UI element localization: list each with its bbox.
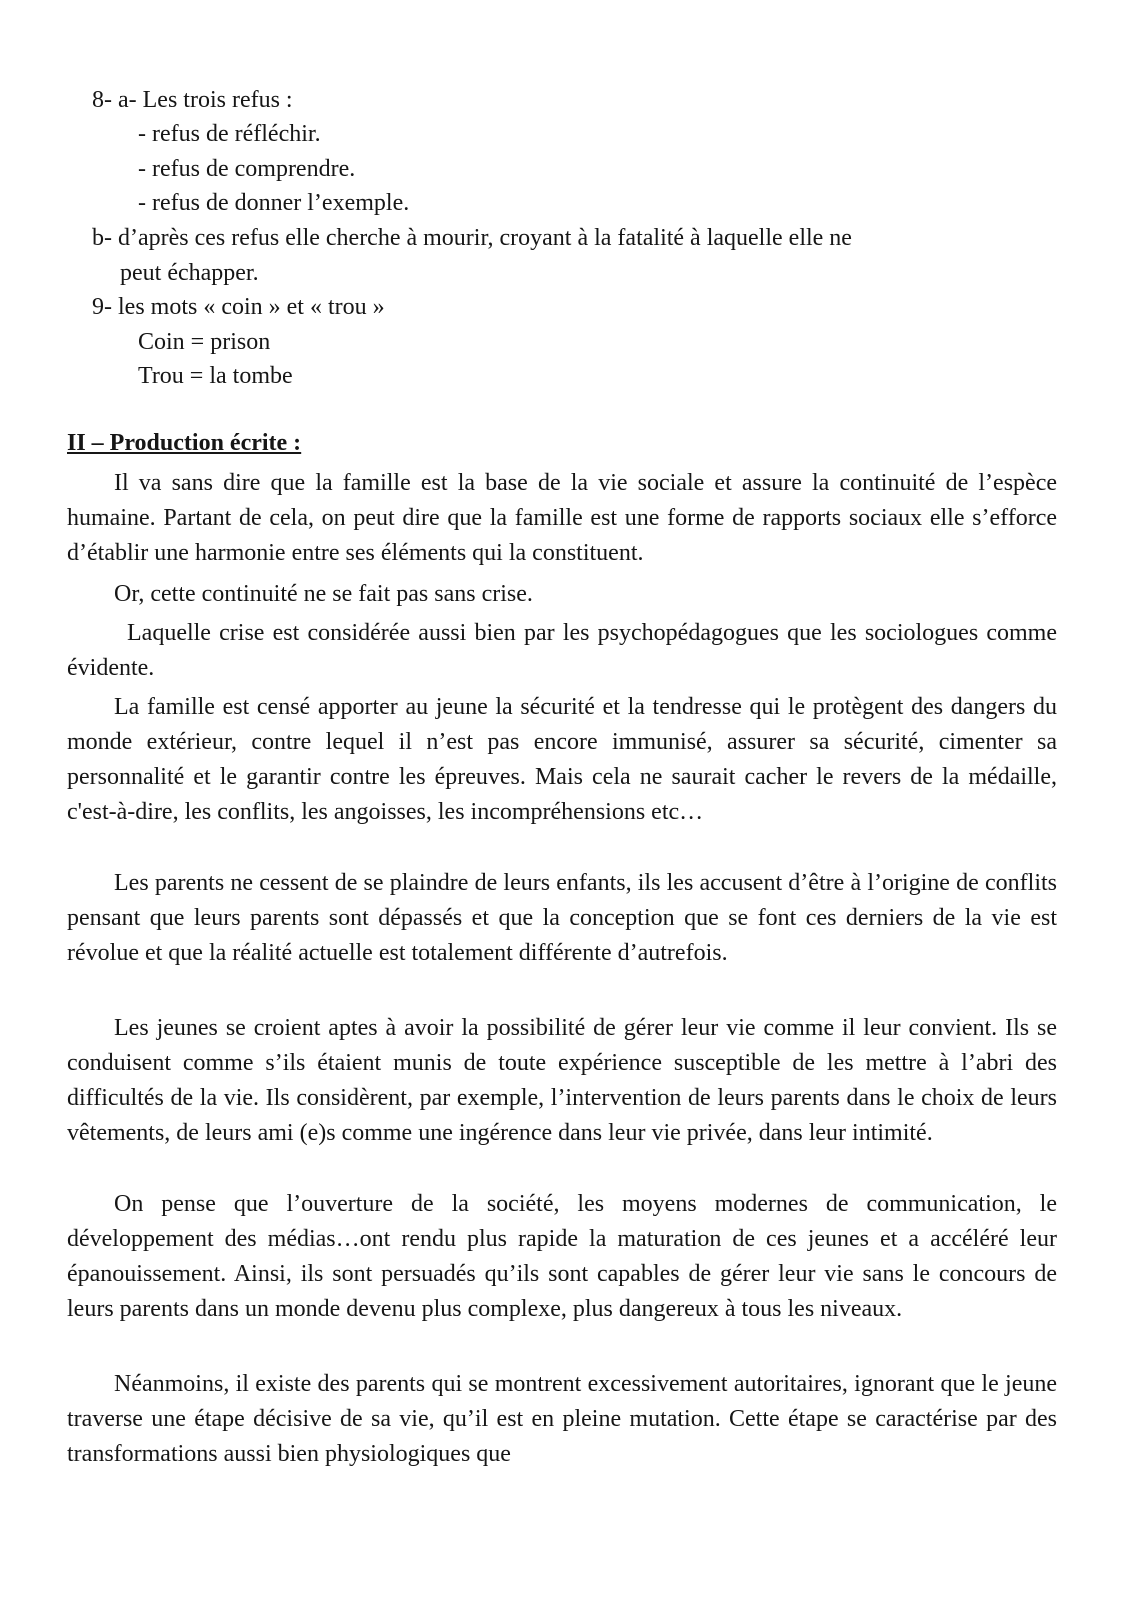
q8-item: - refus de donner l’exemple. (138, 190, 410, 216)
q9-coin: Coin = prison (138, 329, 271, 355)
q8-b-line2: peut échapper. (120, 260, 259, 286)
q8-b-line1: b- d’après ces refus elle cherche à mourir, croyant à la fatalité à laquelle elle ne (92, 225, 852, 251)
q9-trou: Trou = la tombe (138, 363, 293, 389)
paragraph: Or, cette continuité ne se fait pas sans crise. (114, 581, 533, 607)
paragraph: On pense que l’ouverture de la société, les moyens modernes de communication, le développement des médias…ont rendu plus rapide la maturation de ces jeunes et a accéléré leur épanouissement. Ainsi, ils sont persuadés qu’ils sont capables de gérer leur vie sans le concours de leurs parents dans un monde devenu plus complexe, plus dangereux à tous les niveaux. (67, 1191, 1057, 1322)
section-title: II – Production écrite : (67, 430, 302, 456)
paragraph: Néanmoins, il existe des parents qui se montrent excessivement autoritaires, ignorant que le jeune traverse une étape décisive de sa vie, qu’il est en pleine mutation. Cette étape se caractérise par des transformations aussi bien physiologiques que (67, 1371, 1057, 1467)
q8-item: - refus de comprendre. (138, 156, 356, 182)
paragraph: La famille est censé apporter au jeune la sécurité et la tendresse qui le protègent des dangers du monde extérieur, contre lequel il n’est pas encore immunisé, assurer sa sécurité, cimenter sa personnalité et le garantir contre les épreuves. Mais cela ne saurait cacher le revers de la médaille, c'est-à-dire, les conflits, les angoisses, les incompréhensions etc… (67, 694, 1057, 825)
paragraph: Les parents ne cessent de se plaindre de leurs enfants, ils les accusent d’être à l’origine de conflits pensant que leurs parents sont dépassés et que la conception que se font ces derniers de la vie est révolue et que la réalité actuelle est totalement différente d’autrefois. (67, 870, 1057, 966)
q8-item: - refus de réfléchir. (138, 121, 321, 147)
paragraph: Laquelle crise est considérée aussi bien par les psychopédagogues que les sociologues comme évidente. (67, 620, 1057, 681)
paragraph: Les jeunes se croient aptes à avoir la possibilité de gérer leur vie comme il leur convient. Ils se conduisent comme s’ils étaient munis de toute expérience susceptible de les mettre à l’abri des difficultés de la vie. Ils considèrent, par exemple, l’intervention de leurs parents dans le choix de leurs vêtements, de leurs ami (e)s comme une ingérence dans leur vie privée, dans leur intimité. (67, 1015, 1057, 1146)
q8-heading: 8- a- Les trois refus : (92, 87, 293, 113)
q9-heading: 9- les mots « coin » et « trou » (92, 294, 385, 320)
paragraph: Il va sans dire que la famille est la base de la vie sociale et assure la continuité de l’espèce humaine. Partant de cela, on peut dire que la famille est une forme de rapports sociaux elle s’efforce d’établir une harmonie entre ses éléments qui la constituent. (67, 470, 1057, 566)
